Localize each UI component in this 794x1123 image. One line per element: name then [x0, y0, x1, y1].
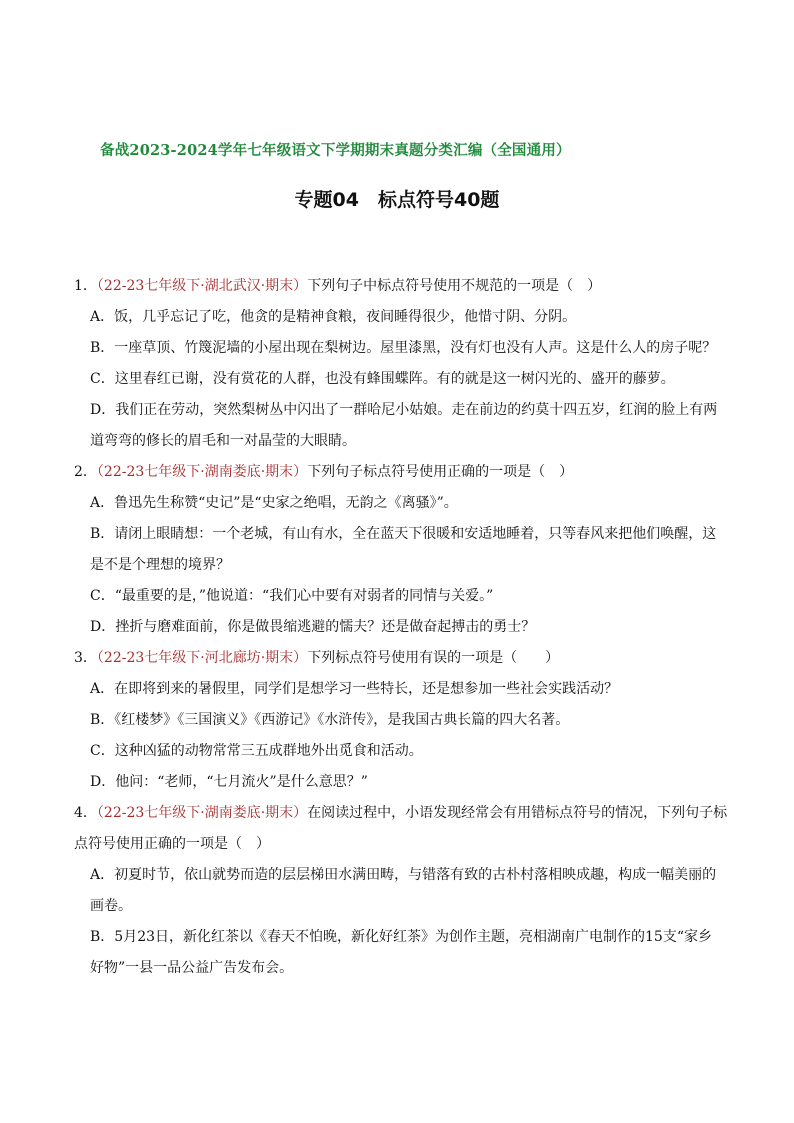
- question-2: [74, 457, 734, 643]
- question-4: [74, 798, 734, 984]
- option-b: B．5月23日，新化红茶以《春天不怕晚，新化好红茶》为创作主题，亮相湖南广电制作的15支“家乡: [90, 929, 712, 945]
- question-source: （22-23七年级下·湖北武汉·期末）: [96, 278, 308, 294]
- option-a: A．初夏时节，依山就势而造的层层梯田水满田畴，与错落有致的古朴村落相映成趣，构成一幅美丽的: [90, 867, 717, 883]
- question-1: [74, 271, 734, 457]
- question-number: 4．: [74, 805, 97, 821]
- question-3: [74, 643, 734, 798]
- option-d: D．我们正在劳动，突然梨树丛中闪出了一群哈尼小姑娘。走在前边的约莫十四五岁，红润的脸上有两: [90, 402, 718, 418]
- option-b: B．请闭上眼睛想：一个老城，有山有水，全在蓝天下很暖和安适地睡着，只等春风来把他们唤醒，这: [90, 526, 717, 542]
- question-text: 在阅读过程中，小语发现经常会有用错标点符号的情况，下列句子标: [307, 805, 728, 821]
- question-text: 下列标点符号使用有误的一项是（ ）: [307, 650, 560, 666]
- question-stem-continued: 点符号使用正确的一项是（ ）: [74, 836, 270, 852]
- option-b: B．一座草顶、竹篾泥墙的小屋出现在梨树边。屋里漆黑，没有灯也没有人声。这是什么人的房子呢？: [90, 340, 717, 356]
- question-list: [74, 271, 734, 984]
- option-b-continued: 好物”一县一品公益广告发布会。: [90, 960, 294, 976]
- question-source: （22-23七年级下·湖南娄底·期末）: [96, 805, 308, 821]
- option-a: A．在即将到来的暑假里，同学们是想学习一些特长，还是想参加一些社会实践活动？: [90, 681, 619, 697]
- option-a-continued: 画卷。: [90, 898, 132, 914]
- option-c: C．这里春红已谢，没有赏花的人群，也没有蜂围蝶阵。有的就是这一树闪光的、盛开的藤萝。: [90, 371, 675, 387]
- option-a: A．饭，几乎忘记了吃，他贪的是精神食粮，夜间睡得很少，他惜寸阴、分阴。: [90, 309, 577, 325]
- question-stem: [74, 457, 734, 488]
- question-stem: [74, 271, 734, 302]
- question-stem: [74, 643, 734, 674]
- option-d: D．挫折与磨难面前，你是做畏缩逃避的懦夫？还是做奋起搏击的勇士？: [90, 619, 536, 635]
- option-d-continued: 道弯弯的修长的眉毛和一对晶莹的大眼睛。: [90, 433, 356, 449]
- question-text: 下列句子标点符号使用正确的一项是（ ）: [307, 464, 574, 480]
- question-source: （22-23七年级下·湖南娄底·期末）: [96, 464, 308, 480]
- series-header: 备战2023-2024学年七年级语文下学期期末真题分类汇编（全国通用）: [100, 142, 571, 159]
- question-source: （22-23七年级下·河北廊坊·期末）: [96, 650, 308, 666]
- question-number: 3．: [74, 650, 97, 666]
- option-c: C．“最重要的是，”他说道：“我们心中要有对弱者的同情与关爱。”: [90, 588, 494, 604]
- page-title: 专题04 标点符号40题: [294, 189, 500, 211]
- question-number: 2．: [74, 464, 97, 480]
- option-b: B．《红楼梦》《三国演义》《西游记》《水浒传》，是我国古典长篇的四大名著。: [90, 712, 570, 728]
- question-text: 下列句子中标点符号使用不规范的一项是（ ）: [307, 278, 602, 294]
- option-d: D．他问：“老师，“七月流火”是什么意思？”: [90, 774, 368, 790]
- option-a: A．鲁迅先生称赞“史记”是“史家之绝唱，无韵之《离骚》”。: [90, 495, 458, 511]
- option-b-continued: 是不是个理想的境界？: [90, 557, 230, 573]
- question-stem: [74, 798, 734, 829]
- option-c: C．这种凶猛的动物常常三五成群地外出觅食和活动。: [90, 743, 423, 759]
- question-number: 1．: [74, 278, 97, 294]
